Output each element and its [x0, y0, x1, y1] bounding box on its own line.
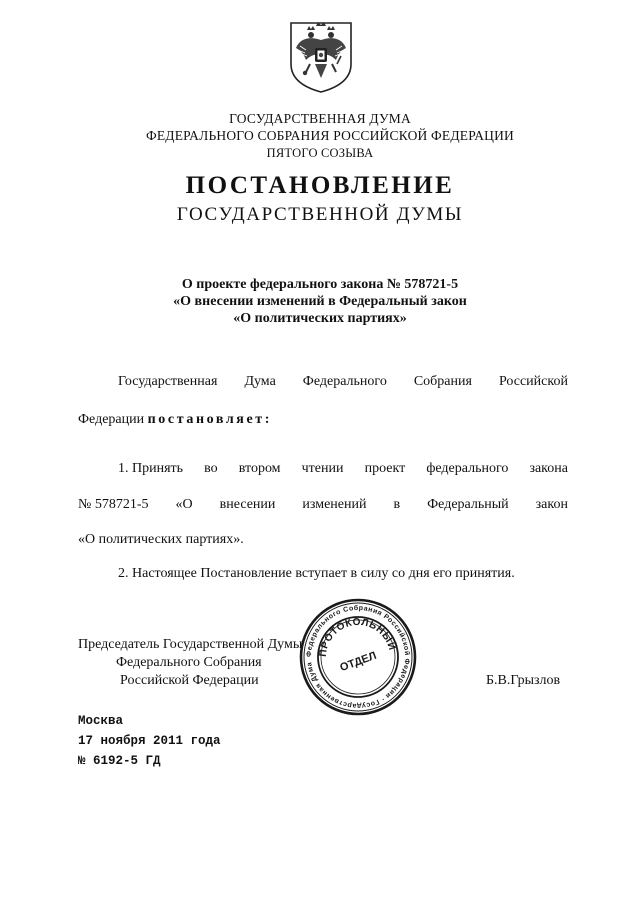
preamble-line2	[78, 412, 272, 428]
preamble-word: Федерального	[302, 374, 387, 389]
clause1-word: внесении	[219, 497, 276, 512]
document-title: ПОСТАНОВЛЕНИЕ	[185, 172, 455, 199]
subject-line2: «О внесении изменений в Федеральный закон	[173, 294, 467, 309]
preamble-word: Собрания	[413, 374, 472, 389]
clause1-word: закон	[535, 497, 568, 512]
clause1-word: чтении	[301, 461, 344, 476]
subject-line3: «О политических партиях»	[233, 311, 407, 326]
clause1-line3: «О политических партиях».	[78, 532, 244, 547]
document-subtitle: ГОСУДАРСТВЕННОЙ ДУМЫ	[176, 204, 464, 225]
document-number: № 6192-5 ГД	[78, 754, 161, 768]
clause1-word: № 578721-5	[78, 497, 149, 512]
official-seal-stamp	[298, 597, 418, 717]
convocation: ПЯТОГО СОЗЫВА	[266, 146, 374, 160]
signatory-name: Б.В.Грызлов	[486, 673, 561, 688]
clause1-word: во	[204, 461, 218, 476]
svg-text:ПРОТОКОЛЬНЫЙ	[318, 617, 399, 658]
clause1-word: 1. Принять	[118, 461, 184, 476]
stamp-center-text: ОТДЕЛ	[338, 649, 379, 675]
subject-line1: О проекте федерального закона № 578721-5	[181, 277, 459, 292]
preamble-line2-start: Федерации	[78, 412, 145, 427]
signatory-position-line3: Российской Федерации	[120, 673, 259, 688]
clause1-word: Федеральный	[427, 497, 509, 512]
preamble-word: Государственная	[118, 374, 218, 389]
clause1-word: «О	[175, 497, 193, 512]
preamble-line1	[118, 374, 568, 390]
signatory-position-line1: Председатель Государственной Думы	[78, 637, 303, 652]
russian-coat-of-arms-icon	[288, 20, 354, 94]
document-subject	[0, 276, 640, 327]
clause1-word: закона	[529, 461, 568, 476]
issue-city: Москва	[78, 714, 124, 728]
clause1-line1	[118, 461, 568, 477]
clause1-word: федерального	[426, 461, 509, 476]
clause1-word: проект	[364, 461, 406, 476]
stamp-outer-text: Федерального Собрания Российской Федерации · Государственная Дума	[305, 604, 411, 710]
decree-verb: постановляет:	[147, 412, 273, 427]
issue-date: 17 ноября 2011 года	[78, 734, 221, 748]
preamble-word: Дума	[244, 374, 276, 389]
clause1-word: изменений	[302, 497, 367, 512]
clause2-text: 2. Настоящее Постановление вступает в силу со дня его принятия.	[118, 566, 515, 581]
signatory-position-line2: Федерального Собрания	[116, 655, 262, 670]
clause1-word: втором	[238, 461, 281, 476]
stamp-middle-text: ПРОТОКОЛЬНЫЙ	[317, 616, 398, 658]
org-name-line2: ФЕДЕРАЛЬНОГО СОБРАНИЯ РОССИЙСКОЙ ФЕДЕРАЦИИ	[146, 128, 514, 143]
preamble-word: Российской	[498, 374, 568, 389]
clause1-word: в	[393, 497, 401, 512]
clause1-line2	[78, 497, 568, 513]
org-name-line1: ГОСУДАРСТВЕННАЯ ДУМА	[229, 111, 411, 126]
